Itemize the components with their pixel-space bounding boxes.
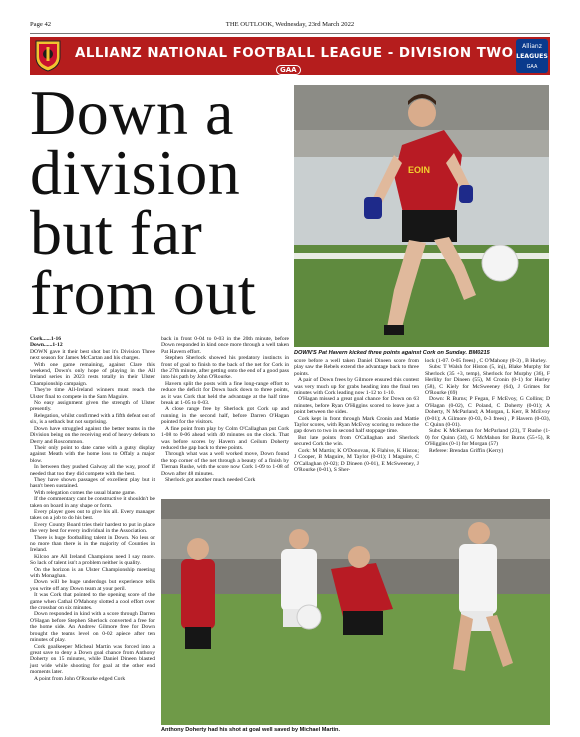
lead-photo-caption: DOWN'S Pat Havern kicked three points against Cork on Sunday. BM0215: [294, 350, 490, 356]
article-paragraph: A close range free by Sherlock got Cork up and running in the second half, before Darren O'Hagan pointed for the visitors.: [161, 406, 289, 426]
article-paragraph: A point from John O'Rourke edged Cork: [34, 675, 126, 682]
match-action-illustration: [161, 499, 550, 725]
page-number: Page 42: [30, 21, 52, 28]
headline-line: Down a: [30, 77, 234, 148]
article-column-4: [425, 358, 550, 454]
article-paragraph: In between they pushed Galway all the way, proof if needed that too they did compete with the best.: [30, 464, 155, 477]
article-paragraph: Through what was a well worked move, Down found the top corner of the net through a beauty of a finish by Tiernan Rushe, with the score now Cork 1-09 to 1-08 of Down after 48 minutes.: [161, 451, 289, 477]
article-paragraph: Kilcoo are All Ireland Champions need I say more. So lack of talent isn't a problem neither is quality.: [30, 553, 155, 567]
article-paragraph: It was Cork that pointed to the opening score of the game when Cathal O'Mahony slotted a cool effort over the crossbar on six minutes.: [30, 592, 155, 612]
article-paragraph: With one game remaining, against Clare this weekend, Down's only hope of playing in the All Ireland series in 2023 rests totally in their Ulster Championship campaign.: [30, 361, 155, 387]
article-paragraph: Down responded in kind with a score through Darren O'Hagan before Stephen Sherlock converted a free for the home side. An Andrew Gilmore free for Down brought the teams level on 0-02 apiece after ten minutes of play.: [30, 611, 155, 644]
headline-line: from out: [30, 257, 257, 328]
team-lineup: Cork: M Martin; K O'Donovan, K Flahive, K Histon; J Cooper, B Maguire, M Taylor (0-01); I Maguire, C O'Callaghan (0-02); D Dineen (0-01), E McSweeney, J O'Rourke (0-01), S Sher-: [294, 447, 419, 473]
headline-line: division: [30, 137, 241, 208]
article-paragraph: O'Hagan missed a great goal chance for Down on 63 minutes, before Ryan O'Higgins scored to leave just a point between the sides.: [294, 396, 419, 416]
masthead: [30, 19, 550, 31]
article-paragraph: Down have struggled against the better teams in the Division being on the receiving end of heavy defeats to Derry and Roscommon.: [30, 425, 155, 445]
article-paragraph: But late points from O'Callaghan and Sherlock secured Cork the win.: [294, 434, 419, 448]
allianz-leagues-logo: [516, 39, 548, 73]
article-paragraph: Relegation, whilst confirmed with a fifth defeat out of six, is a setback but not surprising.: [30, 412, 156, 426]
svg-text:Allianz: Allianz: [522, 43, 542, 50]
svg-text:EOIN: EOIN: [407, 165, 431, 175]
gaa-logo: GAA: [276, 65, 301, 75]
article-paragraph: back in front 0-04 to 0-03 in the 20th minute, before Down responded in kind once more through a well taken Pat Havern effort.: [161, 336, 289, 355]
article-paragraph: Their only point to date came with a gutsy display against Meath with the home loss to Offaly a major blow.: [30, 444, 155, 464]
score-line: Cork......1-16: [30, 336, 62, 342]
section-banner: [30, 37, 550, 75]
article-paragraph: On the horizon is an Ulster Championship meeting with Monaghan.: [30, 566, 155, 580]
footballer-running-illustration: [294, 85, 549, 347]
article-paragraph: They have shown passages of excellent play but it hasn't been sustained.: [30, 476, 155, 490]
article-paragraph: Stephen Sherlock showed his predatory instincts in front of goal to finish to the back of the net for Cork in the 27th minute, after getting onto the end of a good pass into his path by John O'Rourke.: [161, 355, 289, 381]
banner-title: ALLIANZ NATIONAL FOOTBALL LEAGUE - DIVISION TWO: [75, 46, 514, 61]
article-paragraph: Down will be huge underdogs but experience tells you write off any Down team at your peril.: [30, 579, 155, 592]
article-paragraph: Every player goes out to give his all. Every manager takes on a job to do his best.: [30, 508, 155, 522]
svg-text:GAA: GAA: [526, 64, 538, 70]
article-paragraph: Havern split the posts with a fine long-range effort to reduce the deficit for Down back down to three points, as it was Cork that held the advantage at the half time break at 1-05 to 0-03.: [161, 380, 289, 407]
substitutes-list: Subs: K McKernan for McParland (23), T Rushe (1-0) for Quinn (34), G McMahon for Burns (55+5), R O'Higgins (0-1) for Morgan (57): [425, 428, 550, 448]
lead-photo: [294, 85, 549, 347]
team-lineup: Down: R Burns; P Fegan, F McEvoy, G Collins; D O'Hagan (0-02), C Poland, C Doherty (0-01); A Doherty, N McParland; A Morgan, L Kerr, R McEvoy (0-01); A Gilmore (0-03, 0-3 frees) , P Havern (0-03), C Quinn (0-01).: [425, 396, 550, 429]
article-paragraph: Cork kept in front through Mark Cronin and Mattie Taylor scores, with Ryan McEvoy scoring to reduce the gap down to two in second half stoppage time.: [294, 415, 419, 435]
article-paragraph: No easy assignment given the strength of Ulster presently.: [30, 400, 155, 413]
article-column-1: [30, 336, 155, 682]
article-column-2: [161, 336, 289, 483]
action-photo: [161, 499, 550, 725]
referee-line: Referee: Brendan Griffin (Kerry): [429, 447, 504, 454]
county-crest-icon: [34, 39, 62, 72]
article-paragraph: Cork goalkeeper Micheal Martin was forced into a great save to deny a Down goal chance from Anthony Doherty on 15 minutes, while Daniel Dineen blasted just wide while shooting for goal at the other end moments later.: [30, 643, 155, 676]
paper-name-date: THE OUTLOOK, Wednesday, 23rd March 2022: [225, 21, 355, 28]
score-line: Down......1-12: [30, 342, 63, 349]
headline: [30, 77, 292, 328]
article-paragraph: There is huge footballing talent in Down. No less or no more than there is in the majority of Counties in Ireland.: [30, 534, 155, 554]
headline-line: but far: [30, 197, 203, 268]
team-lineup: lock (1-07. 0-05 frees) , C O'Mahony (0-3) , B Hurley.: [425, 358, 547, 364]
article-column-3: [294, 358, 419, 473]
action-photo-caption: Anthony Doherty had his shot at goal well saved by Michael Martin.: [161, 727, 341, 733]
article-paragraph: A pair of Down frees by Gilmore ensured this contest was very much up for grabs heading into the final ten minutes with Cork leading now 1-12 to 1-10.: [294, 377, 419, 397]
article-paragraph: A fine point from play by Colm O'Callaghan put Cork 1-08 to 0-06 ahead with 40 minutes on the clock. That was before scores by Havern and Ceilum Doherty reduced the gap back to three points.: [161, 425, 289, 451]
article-paragraph: Every County Board tries their hardest to put in place the very best for every individual in the Association.: [30, 521, 155, 535]
svg-text:LEAGUES: LEAGUES: [516, 53, 548, 60]
article-paragraph: If the commentary cant be constructive it shouldn't be taken on board in any shape or form.: [30, 496, 155, 509]
article-paragraph: They're time All-Ireland winners must reach the Ulster final to compete in the Sam Maguire.: [30, 387, 155, 400]
article-paragraph: score before a well taken Daniel Dineen score from play saw the Rebels extend the advantage back to three points.: [294, 358, 419, 377]
article-paragraph: DOWN gave it their best shot but it's Division Three next season for James McCartan and his charges.: [30, 348, 155, 362]
article-paragraph: Sherlock got another much needed Cork: [165, 476, 256, 483]
masthead-rule: [30, 33, 550, 34]
article-paragraph: With relegation comes the usual blame game.: [34, 489, 136, 496]
substitutes-list: Subs: T Walsh for Histon (5, inj), Blake Murphy for Sherlock (35 +3, temp), Sherlock for Murphy (36), F Herlihy for Dineen (55), M Cronin (0-1) for Hurley (58), C Kiely for McSweeney (64), J Grimes for O'Rourke (69): [425, 364, 550, 397]
